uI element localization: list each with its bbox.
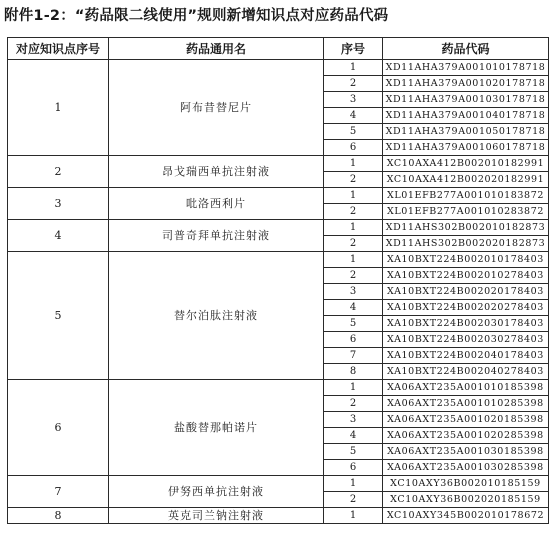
drug-code-cell: XA10BXT224B002040178403 — [383, 348, 549, 364]
header-serial-no: 序号 — [324, 38, 383, 60]
drug-name-cell: 英克司兰钠注射液 — [109, 508, 324, 524]
knowledge-point-cell: 2 — [8, 156, 109, 188]
header-drug-generic-name: 药品通用名 — [109, 38, 324, 60]
drug-name-cell: 替尔泊肽注射液 — [109, 252, 324, 380]
serial-no-cell: 1 — [324, 508, 383, 524]
serial-no-cell: 2 — [324, 204, 383, 220]
serial-no-cell: 5 — [324, 316, 383, 332]
serial-no-cell: 1 — [324, 220, 383, 236]
knowledge-point-cell: 7 — [8, 476, 109, 508]
table-row — [8, 252, 549, 268]
table-row — [8, 188, 549, 204]
drug-name-cell: 昂戈瑞西单抗注射液 — [109, 156, 324, 188]
drug-code-cell: XD11AHS302B002020182873 — [383, 236, 549, 252]
drug-code-cell: XA06AXT235A001030285398 — [383, 460, 549, 476]
drug-name-cell: 吡洛西利片 — [109, 188, 324, 220]
drug-code-cell: XD11AHA379A001020178718 — [383, 76, 549, 92]
header-knowledge-point-no: 对应知识点序号 — [8, 38, 109, 60]
serial-no-cell: 2 — [324, 396, 383, 412]
drug-code-cell: XC10AXY36B002020185159 — [383, 492, 549, 508]
serial-no-cell: 6 — [324, 140, 383, 156]
drug-code-cell: XD11AHA379A001050178718 — [383, 124, 549, 140]
drug-name-cell: 阿布昔替尼片 — [109, 60, 324, 156]
table-row — [8, 476, 549, 492]
serial-no-cell: 4 — [324, 108, 383, 124]
knowledge-point-cell: 5 — [8, 252, 109, 380]
drug-code-cell: XA10BXT224B002020178403 — [383, 284, 549, 300]
drug-name-cell: 司普奇拜单抗注射液 — [109, 220, 324, 252]
serial-no-cell: 1 — [324, 156, 383, 172]
header-drug-code: 药品代码 — [383, 38, 549, 60]
drug-code-cell: XA06AXT235A001010185398 — [383, 380, 549, 396]
table-row — [8, 156, 549, 172]
serial-no-cell: 5 — [324, 124, 383, 140]
drug-code-cell: XC10AXY345B002010178672 — [383, 508, 549, 524]
knowledge-point-cell: 4 — [8, 220, 109, 252]
knowledge-point-cell: 3 — [8, 188, 109, 220]
drug-code-cell: XC10AXA412B002020182991 — [383, 172, 549, 188]
drug-name-cell: 伊努西单抗注射液 — [109, 476, 324, 508]
table-row — [8, 508, 549, 524]
drug-code-cell: XD11AHA379A001060178718 — [383, 140, 549, 156]
serial-no-cell: 1 — [324, 476, 383, 492]
drug-code-cell: XA10BXT224B002030278403 — [383, 332, 549, 348]
drug-code-cell: XC10AXA412B002010182991 — [383, 156, 549, 172]
serial-no-cell: 5 — [324, 444, 383, 460]
serial-no-cell: 4 — [324, 300, 383, 316]
drug-code-cell: XA10BXT224B002010278403 — [383, 268, 549, 284]
drug-code-cell: XA10BXT224B002010178403 — [383, 252, 549, 268]
drug-code-cell: XA06AXT235A001030185398 — [383, 444, 549, 460]
drug-code-cell: XD11AHA379A001010178718 — [383, 60, 549, 76]
drug-code-cell: XA06AXT235A001010285398 — [383, 396, 549, 412]
serial-no-cell: 2 — [324, 268, 383, 284]
page-title: 附件1-2：“药品限二线使用”规则新增知识点对应药品代码 — [4, 8, 389, 24]
drug-code-cell: XL01EFB277A001010283872 — [383, 204, 549, 220]
serial-no-cell: 2 — [324, 492, 383, 508]
drug-code-cell: XA06AXT235A001020285398 — [383, 428, 549, 444]
drug-code-cell: XD11AHA379A001030178718 — [383, 92, 549, 108]
serial-no-cell: 6 — [324, 332, 383, 348]
drug-code-cell: XD11AHA379A001040178718 — [383, 108, 549, 124]
serial-no-cell: 2 — [324, 76, 383, 92]
serial-no-cell: 1 — [324, 380, 383, 396]
drug-code-cell: XA10BXT224B002030178403 — [383, 316, 549, 332]
table-row — [8, 220, 549, 236]
drug-code-cell: XC10AXY36B002010185159 — [383, 476, 549, 492]
serial-no-cell: 6 — [324, 460, 383, 476]
drug-code-cell: XA10BXT224B002040278403 — [383, 364, 549, 380]
serial-no-cell: 3 — [324, 92, 383, 108]
drug-name-cell: 盐酸替那帕诺片 — [109, 380, 324, 476]
drug-code-cell: XA10BXT224B002020278403 — [383, 300, 549, 316]
knowledge-point-cell: 6 — [8, 380, 109, 476]
drug-code-cell: XL01EFB277A001010183872 — [383, 188, 549, 204]
serial-no-cell: 7 — [324, 348, 383, 364]
drug-code-table-container — [7, 37, 549, 524]
drug-code-table — [7, 37, 549, 524]
table-row — [8, 380, 549, 396]
knowledge-point-cell: 1 — [8, 60, 109, 156]
serial-no-cell: 8 — [324, 364, 383, 380]
table-row — [8, 60, 549, 76]
knowledge-point-cell: 8 — [8, 508, 109, 524]
serial-no-cell: 3 — [324, 284, 383, 300]
serial-no-cell: 2 — [324, 172, 383, 188]
serial-no-cell: 1 — [324, 60, 383, 76]
serial-no-cell: 1 — [324, 188, 383, 204]
table-header-row — [8, 38, 549, 60]
serial-no-cell: 4 — [324, 428, 383, 444]
table-body — [8, 60, 549, 524]
drug-code-cell: XA06AXT235A001020185398 — [383, 412, 549, 428]
serial-no-cell: 1 — [324, 252, 383, 268]
serial-no-cell: 2 — [324, 236, 383, 252]
drug-code-cell: XD11AHS302B002010182873 — [383, 220, 549, 236]
serial-no-cell: 3 — [324, 412, 383, 428]
